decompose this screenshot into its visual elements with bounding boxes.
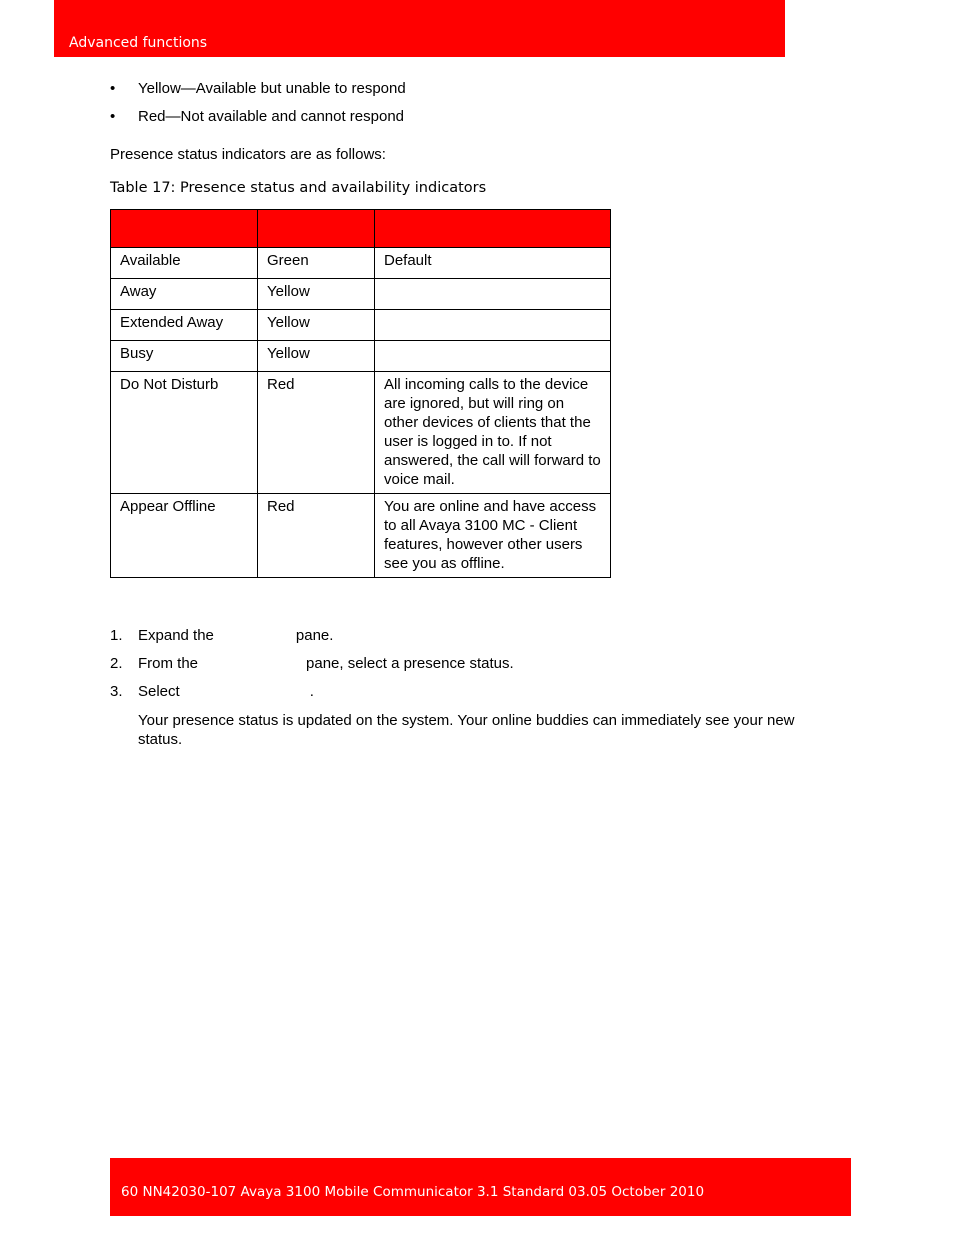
intro-paragraph: Presence status indicators are as follows:	[110, 146, 386, 163]
step-number: 2.	[110, 655, 123, 672]
section-title: Advanced functions	[69, 35, 208, 51]
step-number: 3.	[110, 683, 123, 700]
table-row	[111, 310, 611, 341]
table-row	[111, 279, 611, 310]
status-cell: Do Not Disturb	[111, 372, 258, 494]
bullet-text: Yellow—Available but unable to respond	[138, 80, 406, 97]
note-cell	[375, 310, 611, 341]
step-text-after: pane.	[295, 627, 334, 644]
color-cell: Yellow	[258, 279, 375, 310]
note-cell: All incoming calls to the device are ignored, but will ring on other devices of clients that the user is logged in to. If not answered, the call will forward to voice mail.	[375, 372, 611, 494]
note-cell: Default	[375, 248, 611, 279]
step-number: 1.	[110, 627, 123, 644]
status-cell: Busy	[111, 341, 258, 372]
table-header-cell	[111, 210, 258, 248]
status-cell: Available	[111, 248, 258, 279]
page-footer	[110, 1158, 851, 1216]
table-header-cell	[375, 210, 611, 248]
table-row	[111, 372, 611, 494]
step-text-before: Expand the	[138, 627, 214, 644]
step-result-text: Your presence status is updated on the system. Your online buddies can immediately see your new status.	[138, 712, 795, 748]
bullet-marker: •	[110, 80, 116, 97]
color-cell: Red	[258, 372, 375, 494]
table-caption: Table 17: Presence status and availability indicators	[110, 180, 487, 196]
note-cell	[375, 341, 611, 372]
bullet-text: Red—Not available and cannot respond	[138, 108, 405, 125]
table-header-row	[111, 210, 611, 248]
status-cell: Extended Away	[111, 310, 258, 341]
step-text-before: From the	[138, 655, 199, 672]
color-cell: Green	[258, 248, 375, 279]
color-cell: Red	[258, 494, 375, 578]
color-cell: Yellow	[258, 341, 375, 372]
step-text-after: pane, select a presence status.	[306, 655, 514, 672]
table-row	[111, 494, 611, 578]
step-text-after: .	[309, 683, 314, 700]
footer-text: 60 NN42030-107 Avaya 3100 Mobile Communicator 3.1 Standard 03.05 October 2010	[121, 1184, 705, 1200]
color-cell: Yellow	[258, 310, 375, 341]
presence-status-table	[110, 209, 611, 578]
step-text-before: Select	[138, 683, 180, 700]
table-row	[111, 248, 611, 279]
page-header	[54, 0, 785, 57]
bullet-marker: •	[110, 108, 116, 125]
note-cell	[375, 279, 611, 310]
note-cell: You are online and have access to all Avaya 3100 MC - Client features, however other users see you as offline.	[375, 494, 611, 578]
table-header-cell	[258, 210, 375, 248]
status-cell: Away	[111, 279, 258, 310]
status-cell: Appear Offline	[111, 494, 258, 578]
table-row	[111, 341, 611, 372]
